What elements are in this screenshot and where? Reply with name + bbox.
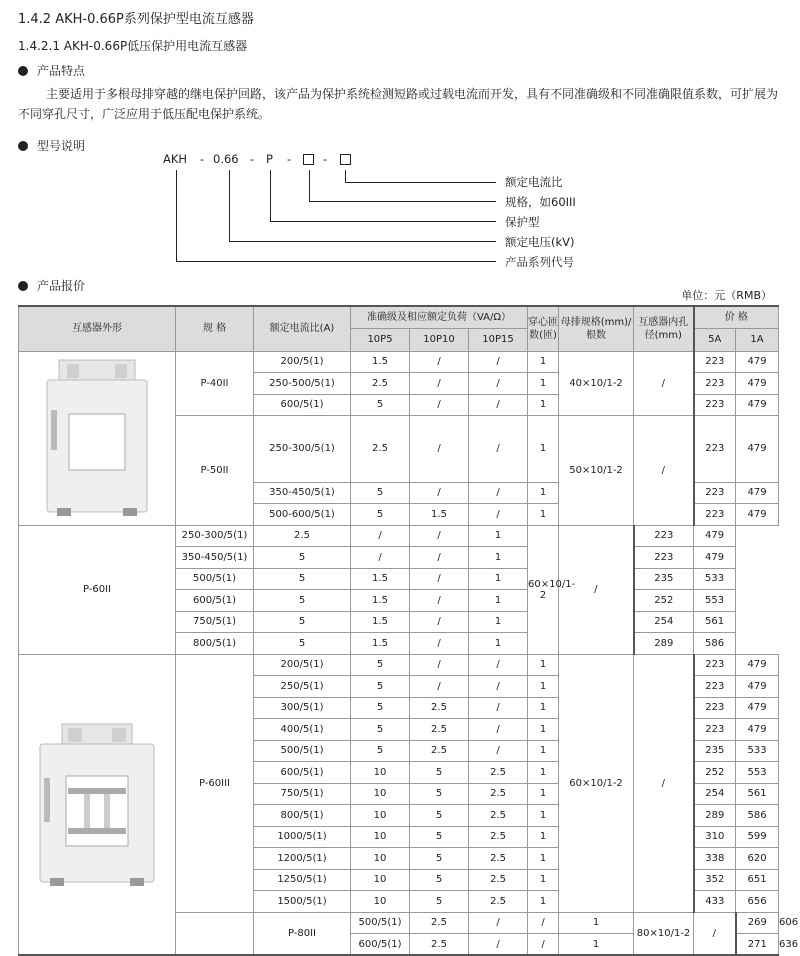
10p15-cell: 2.5 bbox=[469, 783, 528, 805]
10p15-cell: / bbox=[410, 590, 469, 612]
10p10-cell: 5 bbox=[410, 869, 469, 891]
ratio-cell: 800/5(1) bbox=[176, 633, 254, 655]
price-5a-cell: 289 bbox=[634, 633, 694, 655]
ratio-cell: 250/5(1) bbox=[254, 676, 351, 698]
ratio-cell: 250-300/5(1) bbox=[176, 525, 254, 547]
turns-cell: 1 bbox=[469, 547, 528, 569]
10p10-cell: 1.5 bbox=[351, 611, 410, 633]
10p15-cell: / bbox=[469, 504, 528, 526]
price-5a-cell: 235 bbox=[694, 740, 736, 762]
10p5-cell: 2.5 bbox=[254, 525, 351, 547]
price-1a-cell: 533 bbox=[736, 740, 779, 762]
table-row bbox=[19, 654, 779, 676]
10p15-cell: / bbox=[469, 351, 528, 373]
10p15-cell: / bbox=[410, 547, 469, 569]
ratio-cell: 500-600/5(1) bbox=[254, 504, 351, 526]
price-5a-cell: 223 bbox=[694, 394, 736, 416]
turns-cell: 1 bbox=[528, 351, 559, 373]
10p15-cell: 2.5 bbox=[469, 762, 528, 784]
price-5a-cell: 254 bbox=[694, 783, 736, 805]
bullet-icon bbox=[18, 66, 28, 76]
turns-cell: 1 bbox=[559, 934, 634, 956]
price-heading-text: 产品报价 bbox=[37, 279, 86, 293]
model-heading-text: 型号说明 bbox=[37, 139, 86, 153]
price-1a-cell: 479 bbox=[736, 697, 779, 719]
10p10-cell: 2.5 bbox=[410, 697, 469, 719]
price-1a-cell: 586 bbox=[736, 805, 779, 827]
ratio-cell: 250-300/5(1) bbox=[254, 416, 351, 483]
10p5-cell: 5 bbox=[254, 590, 351, 612]
10p5-cell: 10 bbox=[351, 826, 410, 848]
appearance-cell-empty bbox=[176, 912, 254, 955]
ratio-cell: 500/5(1) bbox=[254, 740, 351, 762]
turns-cell: 1 bbox=[528, 504, 559, 526]
price-1a-cell: 651 bbox=[736, 869, 779, 891]
price-5a-cell: 289 bbox=[694, 805, 736, 827]
10p10-cell: / bbox=[410, 482, 469, 504]
turns-cell: 1 bbox=[528, 826, 559, 848]
turns-cell: 1 bbox=[528, 891, 559, 913]
price-5a-cell: 223 bbox=[694, 719, 736, 741]
appearance-cell bbox=[19, 654, 176, 955]
code-voltage: 0.66 bbox=[213, 152, 239, 166]
10p15-cell: 2.5 bbox=[469, 848, 528, 870]
10p5-cell: 5 bbox=[351, 697, 410, 719]
price-5a-cell: 352 bbox=[694, 869, 736, 891]
subsection-title: 1.4.2.1 AKH-0.66P低压保护用电流互感器 bbox=[18, 39, 248, 53]
price-1a-cell: 586 bbox=[694, 633, 736, 655]
ratio-cell: 600/5(1) bbox=[176, 590, 254, 612]
10p10-cell: 5 bbox=[410, 848, 469, 870]
price-1a-cell: 479 bbox=[736, 416, 779, 483]
10p5-cell: 2.5 bbox=[351, 373, 410, 395]
10p10-cell: / bbox=[410, 654, 469, 676]
code-box-ratio bbox=[340, 154, 351, 165]
price-1a-cell: 561 bbox=[736, 783, 779, 805]
features-heading bbox=[18, 62, 85, 79]
10p5-cell: 5 bbox=[254, 611, 351, 633]
turns-cell: 1 bbox=[528, 697, 559, 719]
th-turns: 穿心匝数(匝) bbox=[528, 306, 559, 351]
10p15-cell: / bbox=[410, 525, 469, 547]
price-1a-cell: 620 bbox=[736, 848, 779, 870]
table-row: 600/5(1) 2.5 / / 1 271 636 bbox=[19, 934, 779, 956]
table-row: P-80II 500/5(1) 2.5 / / 1 80×10/1-2 / 269 606 bbox=[19, 912, 779, 934]
th-ratio: 额定电流比(A) bbox=[254, 306, 351, 351]
ratio-cell: 500/5(1) bbox=[351, 912, 410, 934]
th-price: 价 格 bbox=[694, 306, 779, 328]
price-1a-cell: 656 bbox=[736, 891, 779, 913]
turns-cell: 1 bbox=[528, 869, 559, 891]
code-akh: AKH bbox=[163, 152, 188, 166]
busbar-cell: 60×10/1-2 bbox=[528, 525, 559, 654]
turns-cell: 1 bbox=[528, 482, 559, 504]
ratio-cell: 200/5(1) bbox=[254, 654, 351, 676]
10p5-cell: 5 bbox=[351, 504, 410, 526]
ratio-cell: 300/5(1) bbox=[254, 697, 351, 719]
model-diagram bbox=[0, 150, 800, 280]
code-dash: - bbox=[287, 152, 292, 166]
price-5a-cell: 433 bbox=[694, 891, 736, 913]
turns-cell: 1 bbox=[469, 525, 528, 547]
10p10-cell: 5 bbox=[410, 805, 469, 827]
busbar-cell: 80×10/1-2 bbox=[634, 912, 694, 955]
10p5-cell: 5 bbox=[254, 633, 351, 655]
label-voltage: 额定电压(kV) bbox=[505, 235, 575, 249]
price-5a-cell: 223 bbox=[694, 416, 736, 483]
turns-cell: 1 bbox=[528, 654, 559, 676]
10p5-cell: 10 bbox=[351, 805, 410, 827]
10p10-cell: 1.5 bbox=[351, 568, 410, 590]
price-5a-cell: 269 bbox=[736, 912, 779, 934]
price-5a-cell: 223 bbox=[694, 676, 736, 698]
turns-cell: 1 bbox=[469, 568, 528, 590]
10p10-cell: 2.5 bbox=[410, 740, 469, 762]
10p10-cell: / bbox=[351, 547, 410, 569]
10p10-cell: / bbox=[410, 394, 469, 416]
code-p: P bbox=[266, 152, 273, 166]
10p5-cell: 5 bbox=[351, 394, 410, 416]
price-5a-cell: 235 bbox=[634, 568, 694, 590]
ratio-cell: 350-450/5(1) bbox=[254, 482, 351, 504]
10p15-cell: / bbox=[469, 697, 528, 719]
10p15-cell: / bbox=[410, 568, 469, 590]
price-1a-cell: 479 bbox=[736, 504, 779, 526]
hole-cell: / bbox=[634, 654, 694, 912]
10p10-cell: 5 bbox=[410, 762, 469, 784]
10p5-cell: 10 bbox=[351, 783, 410, 805]
10p15-cell: / bbox=[528, 934, 559, 956]
hole-cell: / bbox=[694, 912, 736, 955]
10p10-cell: / bbox=[410, 416, 469, 483]
price-1a-cell: 479 bbox=[736, 351, 779, 373]
10p5-cell: 5 bbox=[351, 740, 410, 762]
10p5-cell: 5 bbox=[254, 547, 351, 569]
10p5-cell: 5 bbox=[351, 654, 410, 676]
10p10-cell: 5 bbox=[410, 891, 469, 913]
price-1a-cell: 553 bbox=[694, 590, 736, 612]
10p10-cell: 1.5 bbox=[351, 633, 410, 655]
price-1a-cell: 479 bbox=[736, 676, 779, 698]
busbar-cell: 50×10/1-2 bbox=[559, 416, 634, 526]
ratio-cell: 800/5(1) bbox=[254, 805, 351, 827]
th-appearance: 互感器外形 bbox=[19, 306, 176, 351]
10p15-cell: / bbox=[469, 482, 528, 504]
10p15-cell: / bbox=[469, 373, 528, 395]
10p10-cell: 5 bbox=[410, 826, 469, 848]
10p10-cell: 5 bbox=[410, 783, 469, 805]
label-ratio: 额定电流比 bbox=[505, 175, 563, 189]
price-unit: 单位：元（RMB） bbox=[681, 289, 772, 302]
10p5-cell: 10 bbox=[351, 891, 410, 913]
ratio-cell: 1500/5(1) bbox=[254, 891, 351, 913]
10p10-cell: / bbox=[469, 934, 528, 956]
10p5-cell: 2.5 bbox=[351, 416, 410, 483]
price-5a-cell: 252 bbox=[634, 590, 694, 612]
ct-small-image bbox=[37, 352, 157, 522]
label-series: 产品系列代号 bbox=[505, 255, 574, 269]
turns-cell: 1 bbox=[469, 633, 528, 655]
price-5a-cell: 271 bbox=[736, 934, 779, 956]
label-protection: 保护型 bbox=[505, 215, 540, 229]
price-5a-cell: 252 bbox=[694, 762, 736, 784]
10p5-cell: 5 bbox=[351, 719, 410, 741]
busbar-cell: 40×10/1-2 bbox=[559, 351, 634, 416]
10p10-cell: / bbox=[351, 525, 410, 547]
hole-cell: / bbox=[559, 525, 634, 654]
ratio-cell: 750/5(1) bbox=[176, 611, 254, 633]
price-1a-cell: 479 bbox=[736, 373, 779, 395]
ratio-cell: 350-450/5(1) bbox=[176, 547, 254, 569]
10p5-cell: 5 bbox=[254, 568, 351, 590]
table-row bbox=[19, 525, 779, 547]
ratio-cell: 1200/5(1) bbox=[254, 848, 351, 870]
price-1a-cell: 479 bbox=[736, 394, 779, 416]
price-1a-cell: 479 bbox=[736, 654, 779, 676]
th-1a: 1A bbox=[736, 328, 779, 351]
turns-cell: 1 bbox=[528, 719, 559, 741]
10p15-cell: 2.5 bbox=[469, 869, 528, 891]
price-5a-cell: 223 bbox=[634, 547, 694, 569]
th-spec: 规 格 bbox=[176, 306, 254, 351]
price-5a-cell: 223 bbox=[694, 697, 736, 719]
price-1a-cell: 561 bbox=[694, 611, 736, 633]
turns-cell: 1 bbox=[528, 676, 559, 698]
th-10p5: 10P5 bbox=[351, 328, 410, 351]
ratio-cell: 500/5(1) bbox=[176, 568, 254, 590]
ratio-cell: 250-500/5(1) bbox=[254, 373, 351, 395]
price-5a-cell: 223 bbox=[694, 482, 736, 504]
features-text: 主要适用于多根母排穿越的继电保护回路，该产品为保护系统检测短路或过载电流而开发，具有不同准确级和不同准确限值系数，可扩展为不同穿孔尺寸，广泛应用于低压配电保护系统。 bbox=[18, 87, 779, 121]
turns-cell: 1 bbox=[528, 805, 559, 827]
10p15-cell: 2.5 bbox=[469, 826, 528, 848]
10p15-cell: 2.5 bbox=[469, 805, 528, 827]
10p5-cell: 10 bbox=[351, 848, 410, 870]
turns-cell: 1 bbox=[559, 912, 634, 934]
ct-large-image bbox=[32, 718, 162, 888]
price-5a-cell: 223 bbox=[634, 525, 694, 547]
10p15-cell: / bbox=[469, 719, 528, 741]
bullet-icon bbox=[18, 281, 28, 291]
price-5a-cell: 254 bbox=[634, 611, 694, 633]
code-dash: - bbox=[250, 152, 255, 166]
th-busbar: 母排规格(mm)/根数 bbox=[559, 306, 634, 351]
10p10-cell: 1.5 bbox=[351, 590, 410, 612]
section-title: 1.4.2 AKH-0.66P系列保护型电流互感器 bbox=[18, 12, 254, 27]
th-accuracy: 准确级及相应额定负荷（VA/Ω） bbox=[351, 306, 528, 328]
appearance-cell bbox=[19, 351, 176, 525]
10p10-cell: 1.5 bbox=[410, 504, 469, 526]
price-5a-cell: 223 bbox=[694, 654, 736, 676]
hole-cell: / bbox=[634, 416, 694, 526]
price-1a-cell: 479 bbox=[694, 547, 736, 569]
ratio-cell: 200/5(1) bbox=[254, 351, 351, 373]
price-5a-cell: 338 bbox=[694, 848, 736, 870]
th-hole: 互感器内孔径(mm) bbox=[634, 306, 694, 351]
price-1a-cell: 553 bbox=[736, 762, 779, 784]
10p5-cell: 10 bbox=[351, 762, 410, 784]
10p5-cell: 10 bbox=[351, 869, 410, 891]
code-dash: - bbox=[323, 152, 328, 166]
turns-cell: 1 bbox=[528, 373, 559, 395]
price-table bbox=[18, 305, 799, 956]
10p15-cell: / bbox=[469, 654, 528, 676]
10p15-cell: / bbox=[469, 740, 528, 762]
busbar-cell: 60×10/1-2 bbox=[559, 654, 634, 912]
turns-cell: 1 bbox=[528, 416, 559, 483]
ratio-cell: 600/5(1) bbox=[351, 934, 410, 956]
spec-cell: P-60III bbox=[176, 654, 254, 912]
10p10-cell: / bbox=[410, 373, 469, 395]
turns-cell: 1 bbox=[469, 590, 528, 612]
th-5a: 5A bbox=[694, 328, 736, 351]
turns-cell: 1 bbox=[469, 611, 528, 633]
ratio-cell: 600/5(1) bbox=[254, 762, 351, 784]
10p15-cell: / bbox=[410, 633, 469, 655]
table-row bbox=[19, 351, 779, 373]
ratio-cell: 1000/5(1) bbox=[254, 826, 351, 848]
spec-cell: P-80II bbox=[254, 912, 351, 955]
spec-cell: P-40II bbox=[176, 351, 254, 416]
turns-cell: 1 bbox=[528, 848, 559, 870]
price-heading bbox=[18, 277, 85, 294]
features-heading-text: 产品特点 bbox=[37, 64, 86, 78]
10p10-cell: / bbox=[410, 351, 469, 373]
10p5-cell: 5 bbox=[351, 676, 410, 698]
price-1a-cell: 533 bbox=[694, 568, 736, 590]
ratio-cell: 750/5(1) bbox=[254, 783, 351, 805]
ratio-cell: 1250/5(1) bbox=[254, 869, 351, 891]
ratio-cell: 400/5(1) bbox=[254, 719, 351, 741]
label-spec: 规格，如60III bbox=[505, 195, 576, 209]
spec-cell: P-50II bbox=[176, 416, 254, 526]
spec-cell: P-60II bbox=[19, 525, 176, 654]
10p15-cell: / bbox=[469, 394, 528, 416]
10p5-cell: 1.5 bbox=[351, 351, 410, 373]
turns-cell: 1 bbox=[528, 783, 559, 805]
10p10-cell: / bbox=[410, 676, 469, 698]
10p15-cell: / bbox=[469, 676, 528, 698]
10p15-cell: / bbox=[410, 611, 469, 633]
10p15-cell: 2.5 bbox=[469, 891, 528, 913]
price-1a-cell: 479 bbox=[736, 482, 779, 504]
10p15-cell: / bbox=[469, 416, 528, 483]
th-10p15: 10P15 bbox=[469, 328, 528, 351]
code-dash: - bbox=[200, 152, 205, 166]
turns-cell: 1 bbox=[528, 762, 559, 784]
10p5-cell: 5 bbox=[351, 482, 410, 504]
10p5-cell: 2.5 bbox=[410, 934, 469, 956]
price-1a-cell: 599 bbox=[736, 826, 779, 848]
ratio-cell: 600/5(1) bbox=[254, 394, 351, 416]
price-1a-cell: 479 bbox=[694, 525, 736, 547]
10p10-cell: 2.5 bbox=[410, 719, 469, 741]
price-1a-cell: 479 bbox=[736, 719, 779, 741]
price-5a-cell: 223 bbox=[694, 373, 736, 395]
code-box-spec bbox=[303, 154, 314, 165]
10p5-cell: 2.5 bbox=[410, 912, 469, 934]
10p15-cell: / bbox=[528, 912, 559, 934]
th-10p10: 10P10 bbox=[410, 328, 469, 351]
price-5a-cell: 223 bbox=[694, 351, 736, 373]
turns-cell: 1 bbox=[528, 394, 559, 416]
hole-cell: / bbox=[634, 351, 694, 416]
bullet-icon bbox=[18, 141, 28, 151]
price-5a-cell: 223 bbox=[694, 504, 736, 526]
10p10-cell: / bbox=[469, 912, 528, 934]
turns-cell: 1 bbox=[528, 740, 559, 762]
price-5a-cell: 310 bbox=[694, 826, 736, 848]
